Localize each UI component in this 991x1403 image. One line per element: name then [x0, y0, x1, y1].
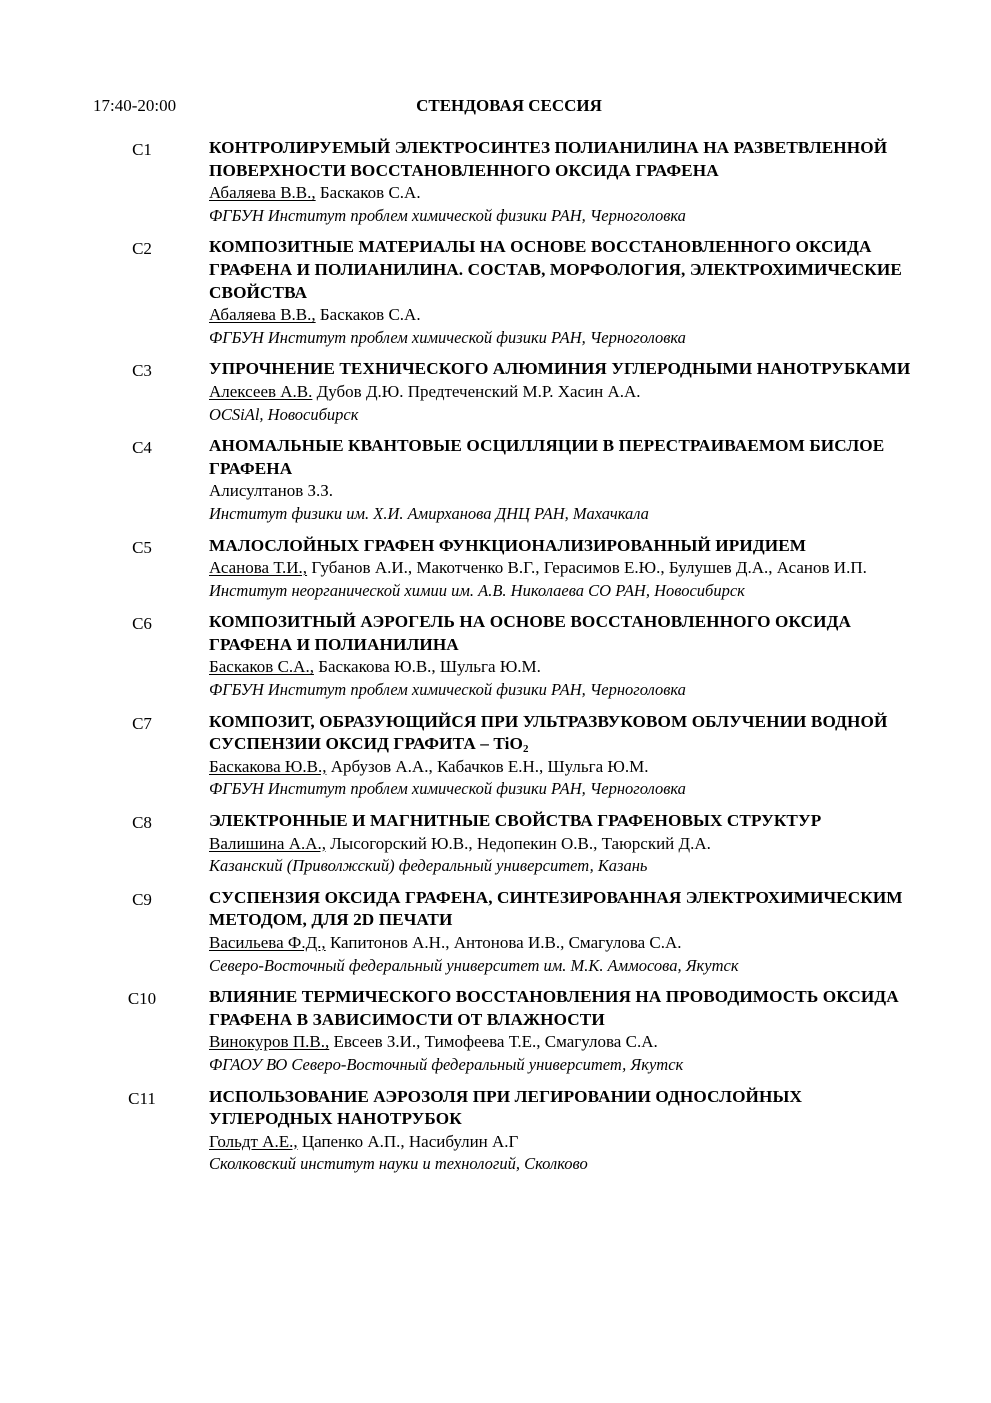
- poster-body: [209, 137, 929, 227]
- poster-title: ИСПОЛЬЗОВАНИЕ АЭРОЗОЛЯ ПРИ ЛЕГИРОВАНИИ ОДНОСЛОЙНЫХ УГЛЕРОДНЫХ НАНОТРУБОК: [209, 1086, 802, 1129]
- poster-affiliation: ФГБУН Институт проблем химической физики РАН, Черноголовка: [209, 327, 686, 347]
- presenting-author: Гольдт А.Е.,: [209, 1131, 298, 1151]
- coauthors: Дубов Д.Ю. Предтеченский М.Р. Хасин А.А.: [312, 381, 641, 401]
- poster-affiliation: Сколковский институт науки и технологий, Сколково: [209, 1154, 588, 1174]
- poster-affiliation: ФГБУН Институт проблем химической физики РАН, Черноголовка: [209, 680, 686, 700]
- presenting-author: Асанова Т.И.,: [209, 558, 308, 578]
- poster-entry-c6: [0, 611, 991, 701]
- poster-authors: [209, 656, 929, 679]
- coauthors: Лысогорский Ю.В., Недопекин О.В., Таюрский Д.А.: [326, 833, 711, 853]
- poster-code: С7: [132, 713, 152, 733]
- poster-authors: [209, 304, 929, 327]
- poster-authors: [209, 756, 929, 779]
- poster-code: С11: [128, 1088, 156, 1108]
- poster-title: АНОМАЛЬНЫЕ КВАНТОВЫЕ ОСЦИЛЛЯЦИИ В ПЕРЕСТРАИВАЕМОМ БИСЛОЕ ГРАФЕНА: [209, 436, 885, 478]
- presenting-author: Васильева Ф.Д.,: [209, 933, 326, 952]
- poster-entry-c4: [0, 435, 991, 525]
- poster-affiliation: ФГБУН Институт проблем химической физики РАН, Черноголовка: [209, 779, 686, 799]
- poster-affiliation: Институт физики им. Х.И. Амирханова ДНЦ РАН, Махачкала: [209, 503, 649, 523]
- poster-list: [0, 137, 991, 1185]
- session-header: [0, 95, 991, 119]
- poster-title: УПРОЧНЕНИЕ ТЕХНИЧЕСКОГО АЛЮМИНИЯ УГЛЕРОДНЫМИ НАНОТРУБКАМИ: [209, 359, 911, 379]
- poster-body: [209, 887, 929, 977]
- poster-body: [209, 236, 929, 349]
- poster-affiliation: ФГАОУ ВО Северо-Восточный федеральный университет, Якутск: [209, 1054, 684, 1074]
- poster-authors: [209, 1131, 929, 1154]
- poster-title: МАЛОСЛОЙНЫХ ГРАФЕН ФУНКЦИОНАЛИЗИРОВАННЫЙ ИРИДИЕМ: [209, 535, 807, 555]
- poster-affiliation: OCSiAl, Новосибирск: [209, 404, 359, 424]
- poster-entry-c1: [0, 137, 991, 227]
- poster-code: С1: [132, 140, 152, 159]
- poster-entry-c5: [0, 535, 991, 603]
- coauthors: Капитонов А.Н., Антонова И.В., Смагулова С.А.: [325, 933, 682, 952]
- coauthors: Губанов А.И., Макотченко В.Г., Герасимов Е.Ю., Булушев Д.А., Асанов И.П.: [307, 558, 867, 578]
- poster-code: С8: [132, 813, 152, 833]
- poster-affiliation: Северо-Восточный федеральный университет им. М.К. Аммосова, Якутск: [209, 955, 739, 975]
- poster-code: С9: [132, 889, 152, 909]
- coauthors: Баскаков С.А.: [315, 183, 421, 203]
- poster-title: [209, 711, 929, 756]
- poster-authors: [209, 932, 929, 955]
- poster-code: С2: [132, 239, 152, 259]
- presenting-author: Баскаков С.А.,: [209, 657, 314, 677]
- subscript: 2: [522, 743, 529, 756]
- poster-entry-c7: [0, 711, 991, 801]
- poster-authors: [209, 1031, 929, 1054]
- poster-body: [209, 611, 929, 701]
- poster-authors: [209, 557, 929, 580]
- poster-title-text: КОМПОЗИТ, ОБРАЗУЮЩИЙСЯ ПРИ УЛЬТРАЗВУКОВОМ ОБЛУЧЕНИИ ВОДНОЙ СУСПЕНЗИИ ОКСИД ГРАФИТА – TiO: [209, 711, 888, 754]
- coauthors: Баскакова Ю.В., Шульга Ю.М.: [313, 657, 541, 677]
- poster-title: КОМПОЗИТНЫЙ АЭРОГЕЛЬ НА ОСНОВЕ ВОССТАНОВЛЕННОГО ОКСИДА ГРАФЕНА И ПОЛИАНИЛИНА: [209, 612, 852, 654]
- poster-body: [209, 711, 929, 801]
- poster-affiliation: Институт неорганической химии им. А.В. Николаева СО РАН, Новосибирск: [209, 580, 745, 600]
- coauthors: Цапенко А.П., Насибулин А.Г: [297, 1131, 519, 1151]
- coauthors: Арбузов А.А., Кабачков Е.Н., Шульга Ю.М.: [326, 756, 649, 776]
- poster-entry-c10: [0, 986, 991, 1076]
- poster-title: КОМПОЗИТНЫЕ МАТЕРИАЛЫ НА ОСНОВЕ ВОССТАНОВЛЕННОГО ОКСИДА ГРАФЕНА И ПОЛИАНИЛИНА. СОСТАВ, МОРФОЛОГИЯ, ЭЛЕКТРОХИМИЧЕСКИЕ СВОЙСТВА: [209, 237, 902, 302]
- poster-title: КОНТРОЛИРУЕМЫЙ ЭЛЕКТРОСИНТЕЗ ПОЛИАНИЛИНА НА РАЗВЕТВЛЕННОЙ ПОВЕРХНОСТИ ВОССТАНОВЛЕННОГО ОКСИДА ГРАФЕНА: [209, 138, 888, 180]
- poster-title: ВЛИЯНИЕ ТЕРМИЧЕСКОГО ВОССТАНОВЛЕНИЯ НА ПРОВОДИМОСТЬ ОКСИДА ГРАФЕНА В ЗАВИСИМОСТИ ОТ ВЛАЖНОСТИ: [209, 987, 899, 1029]
- poster-code: С5: [132, 537, 152, 557]
- poster-entry-c9: [0, 887, 991, 977]
- poster-authors: [209, 833, 929, 856]
- poster-affiliation: ФГБУН Институт проблем химической физики РАН, Черноголовка: [209, 205, 686, 225]
- presenting-author: Абаляева В.В.,: [209, 305, 316, 325]
- poster-body: [209, 1086, 929, 1176]
- poster-code: С3: [132, 361, 152, 381]
- poster-title: ЭЛЕКТРОННЫЕ И МАГНИТНЫЕ СВОЙСТВА ГРАФЕНОВЫХ СТРУКТУР: [209, 811, 822, 831]
- poster-code: С6: [132, 614, 152, 634]
- poster-body: [209, 986, 929, 1076]
- poster-body: [209, 435, 929, 525]
- poster-authors: [209, 381, 929, 404]
- coauthors: Алисултанов З.З.: [209, 481, 334, 501]
- presenting-author: Винокуров П.В.,: [209, 1032, 330, 1052]
- presenting-author: Абаляева В.В.,: [209, 183, 316, 203]
- poster-affiliation: Казанский (Приволжский) федеральный университет, Казань: [209, 856, 648, 876]
- coauthors: Евсеев З.И., Тимофеева Т.Е., Смагулова С.А.: [329, 1032, 658, 1052]
- presenting-author: Алексеев А.В.: [209, 381, 313, 401]
- poster-body: [209, 810, 929, 878]
- poster-entry-c3: [0, 358, 991, 426]
- poster-body: [209, 535, 929, 603]
- coauthors: Баскаков С.А.: [315, 305, 421, 325]
- poster-title: СУСПЕНЗИЯ ОКСИДА ГРАФЕНА, СИНТЕЗИРОВАННАЯ ЭЛЕКТРОХИМИЧЕСКИМ МЕТОДОМ, ДЛЯ 2D ПЕЧАТИ: [209, 887, 903, 930]
- presenting-author: Баскакова Ю.В.,: [209, 756, 327, 776]
- session-title: СТЕНДОВАЯ СЕССИЯ: [416, 96, 602, 115]
- session-time: 17:40-20:00: [93, 96, 177, 115]
- poster-entry-c11: [0, 1086, 991, 1176]
- poster-authors: [209, 480, 929, 503]
- poster-code: С10: [127, 989, 157, 1009]
- poster-body: [209, 358, 929, 426]
- poster-authors: [209, 182, 929, 205]
- poster-entry-c2: [0, 236, 991, 349]
- poster-code: С4: [132, 438, 152, 458]
- poster-entry-c8: [0, 810, 991, 878]
- presenting-author: Валишина А.А.,: [209, 833, 326, 853]
